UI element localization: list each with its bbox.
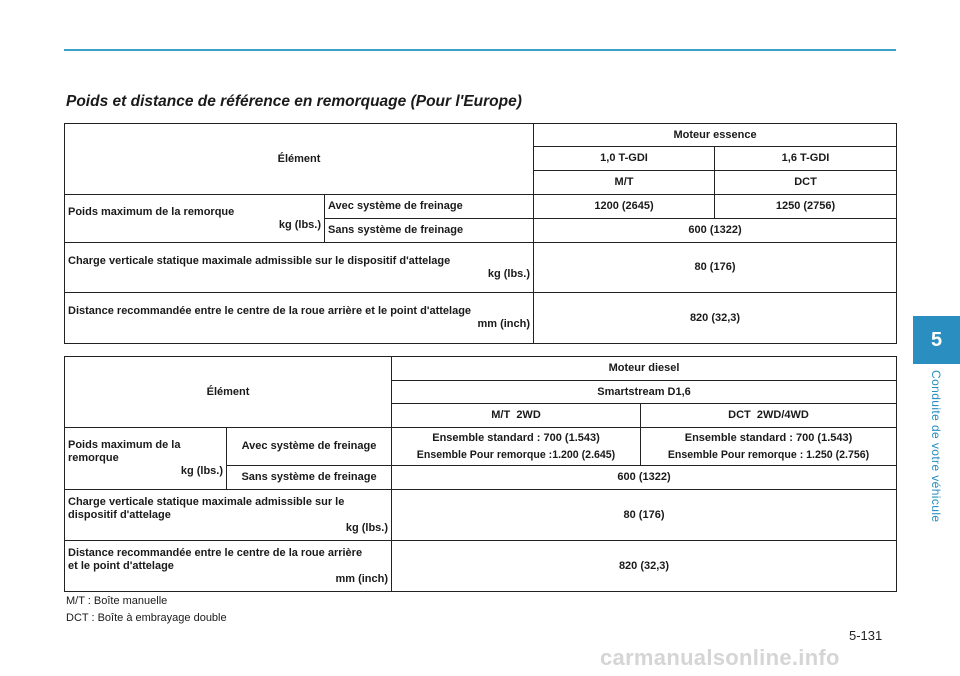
engine-header: Moteur diesel — [392, 357, 897, 381]
unit-label: kg (lbs.) — [278, 218, 321, 231]
distance-value: 820 (32,3) — [392, 541, 897, 592]
with-brake-label: Avec système de freinage — [227, 428, 392, 466]
unit-label: mm (inch) — [335, 572, 389, 585]
with-brake-value — [392, 428, 641, 466]
vertical-load-label — [65, 490, 392, 541]
transmission-type: DCT 2WD/4WD — [641, 404, 897, 428]
engine-name: Smartstream D1,6 — [392, 381, 897, 404]
chapter-title: Conduite de votre véhicule — [929, 370, 943, 523]
chapter-number-tab: 5 — [913, 316, 960, 364]
unit-label: kg (lbs.) — [345, 521, 389, 534]
diesel-spec-table — [64, 356, 897, 592]
with-brake-label: Avec système de freinage — [325, 195, 534, 219]
standard-set-value: Ensemble standard : 700 (1.543) — [684, 431, 853, 444]
without-brake-value: 600 (1322) — [534, 219, 897, 243]
abbreviation-notes — [66, 593, 227, 627]
vertical-load-value: 80 (176) — [534, 243, 897, 293]
with-brake-value — [641, 428, 897, 466]
transmission-type: DCT — [715, 171, 897, 195]
element-header: Élément — [65, 357, 392, 428]
transmission-type: M/T — [534, 171, 715, 195]
trailer-weight-text: Poids maximum de la remorque — [68, 439, 181, 464]
note-line: DCT : Boîte à embrayage double — [66, 612, 227, 624]
transmission-type: M/T 2WD — [392, 404, 641, 428]
vertical-load-text: Charge verticale statique maximale admissible sur le dispositif d'attelage — [68, 254, 451, 267]
header-rule — [64, 49, 896, 51]
vertical-load-value: 80 (176) — [392, 490, 897, 541]
trailer-set-value: Ensemble Pour remorque : 1.250 (2.756) — [667, 448, 870, 461]
distance-text: Distance recommandée entre le centre de la roue arrière et le point d'attelage — [68, 305, 472, 317]
engine-name: 1,0 T-GDI — [534, 147, 715, 171]
vertical-load-text: Charge verticale statique maximale admissible sur le dispositif d'attelage — [68, 495, 345, 521]
without-brake-label: Sans système de freinage — [325, 219, 534, 243]
with-brake-value: 1250 (2756) — [715, 195, 897, 219]
trailer-weight-text: Poids maximum de la remorque — [68, 205, 235, 218]
without-brake-label: Sans système de freinage — [227, 466, 392, 490]
distance-label — [65, 541, 392, 592]
without-brake-value: 600 (1322) — [392, 466, 897, 490]
unit-label: kg (lbs.) — [487, 267, 531, 280]
engine-name: 1,6 T-GDI — [715, 147, 897, 171]
element-header: Élément — [65, 124, 534, 195]
unit-label: kg (lbs.) — [180, 465, 223, 477]
distance-label — [65, 293, 534, 344]
engine-header: Moteur essence — [534, 124, 897, 147]
trailer-weight-label — [65, 195, 325, 243]
with-brake-value: 1200 (2645) — [534, 195, 715, 219]
page-number: 5-131 — [849, 628, 883, 643]
unit-label: mm (inch) — [477, 318, 531, 330]
trailer-weight-label — [65, 428, 227, 490]
standard-set-value: Ensemble standard : 700 (1.543) — [432, 431, 600, 444]
watermark: carmanualsonline.info — [600, 645, 840, 670]
distance-value: 820 (32,3) — [534, 293, 897, 344]
petrol-spec-table — [64, 123, 897, 344]
note-line: M/T : Boîte manuelle — [66, 595, 168, 607]
vertical-load-label — [65, 243, 534, 293]
distance-text: Distance recommandée entre le centre de la roue arrière et le point d'attelage — [68, 546, 363, 572]
section-title: Poids et distance de référence en remorquage (Pour l'Europe) — [66, 93, 522, 110]
trailer-set-value: Ensemble Pour remorque :1.200 (2.645) — [416, 448, 616, 461]
